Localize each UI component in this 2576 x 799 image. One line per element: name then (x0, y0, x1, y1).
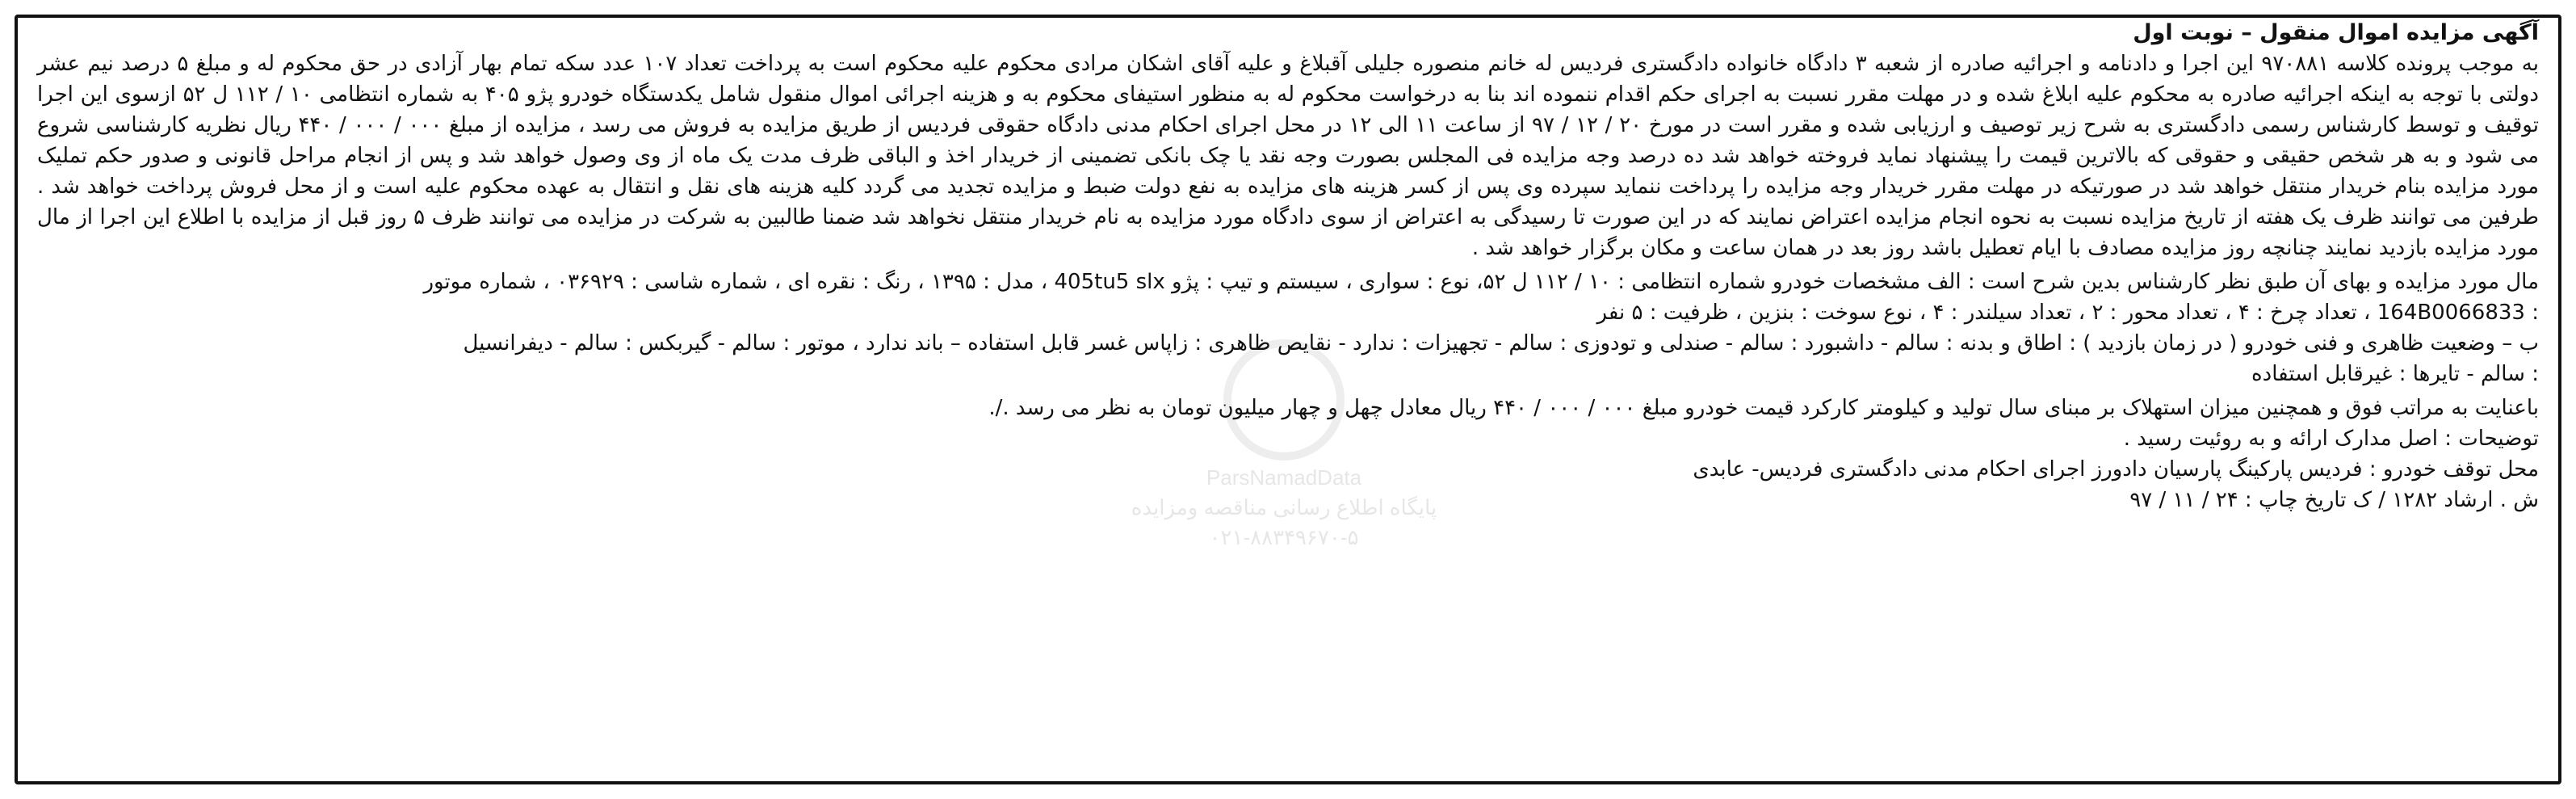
notes-text: توضیحات : اصل مدارک ارائه و به روئیت رسید . (2123, 427, 2539, 451)
watermark-brand: ParsNamadData (1206, 465, 1362, 490)
vehicle-specs-line-1: مال مورد مزایده و بهای آن طبق نظر کارشناس بدین شرح است : الف مشخصات خودرو شماره انتظامی : ۱۰ / ۱۱۲ ل ۵۲، نوع : سواری ، سیستم و تیپ : پژو 405tu5 slx ، مدل : ۱۳۹۵ ، رنگ : نقره ای ، شماره شاسی : ۰۳۶۹۲۹ ، شماره موتور (423, 270, 2539, 294)
watermark-phone: ۰۲۱-۸۸۳۴۹۶۷۰-۵ (1209, 525, 1359, 549)
footer-id-date: ش . ارشاد ۱۲۸۲ / ک تاریخ چاپ : ۲۴ / ۱۱ / ۹۷ (2129, 488, 2539, 512)
notice-content (37, 18, 2539, 515)
watermark-subtitle: پایگاه اطلاع رسانی مناقصه ومزایده (1131, 495, 1437, 519)
valuation-text: باعنایت به مراتب فوق و همچنین میزان استهلاک بر مبنای سال تولید و کیلومتر کارکرد قیمت خودرو مبلغ ۰۰۰ / ۰۰۰ / ۴۴۰ ریال معادل چهل و چهار میلیون تومان به نظر می رسد ./. (988, 396, 2539, 420)
notice-body-paragraph: به موجب پرونده کلاسه ۹۷۰۸۸۱ این اجرا و دادنامه و اجرائیه صادره از شعبه ۳ دادگاه خانواده دادگستری فردیس له خانم منصوره جلیلی آقبلاغ و علیه آقای اشکان مرادی محکوم علیه محکوم است به پرداخت تعداد ۱۰۷ عدد سکه تمام بهار آزادی در حق محکوم له و مبلغ ۵ درصد نیم عشر دولتی با توجه به اینکه اجرائیه صادره به محکوم علیه ابلاغ شده و در مهلت مقرر نسبت به اجرای حکم اقدام ننموده اند بنا به درخواست محکوم له به منظور استیفای محکوم به و هزینه اجرائی اموال منقول شامل یکدستگاه خودرو پژو ۴۰۵ به شماره انتظامی ۱۰ / ۱۱۲ ل ۵۲ ازسوی این اجرا توقیف و توسط کارشناس رسمی دادگستری به شرح زیر توصیف و ارزیابی شده و مقرر است در مورخ ۲۰ / ۱۲ / ۹۷ از ساعت ۱۱ الی ۱۲ در محل اجرای احکام مدنی دادگاه حقوقی فردیس از طریق مزایده به فروش می رسد ، مزایده از مبلغ ۰۰۰ / ۰۰۰ / ۴۴۰ ریال نظریه کارشناسی شروع می شود و به هر شخص حقیقی و حقوقی که بالاترین قیمت را پیشنهاد نماید فروخته خواهد شد ده درصد وجه مزایده فی المجلس بصورت وجه نقد یا چک بانکی تضمینی از خریدار اخذ و الباقی ظرف مدت یک ماه از وی وصول خواهد شد و پس از انجام مراحل قانونی و صدور حکم تملیک مورد مزایده بنام خریدار منتقل خواهد شد در صورتیکه در مهلت مقرر خریدار وجه مزایده را پرداخت ننماید سپرده وی پس از کسر هزینه های مزایده به نفع دولت ضبط و مزایده تجدید می گردد کلیه هزینه های نقل و انتقال به عهده محکوم علیه است و از محل فروش پرداخت خواهد شد . طرفین می توانند ظرف یک هفته از تاریخ مزایده نسبت به نحوه انجام مزایده اعتراض نمایند که در این صورت تا رسیدگی به اعتراض از سوی دادگاه مورد مزایده به نام خریدار منتقل نخواهد شد ضمنا طالبین به شرکت در مزایده می توانند ظرف ۵ روز قبل از مزایده با اطلاع این اجرا از مال مورد مزایده بازدید نمایند چنانچه روز مزایده مصادف با ایام تعطیل باشد روز بعد در همان ساعت و مکان برگزار خواهد شد . (37, 52, 2539, 260)
vehicle-condition-line-2: : سالم - تایرها : غیرقابل استفاده (2251, 362, 2539, 386)
parking-location: محل توقف خودرو : فردیس پارکینگ پارسیان دادورز اجرای احکام مدنی دادگستری فردیس- عابدی (1693, 457, 2539, 482)
vehicle-condition-line-1: ب – وضعیت ظاهری و فنی خودرو ( در زمان بازدید ) : اطاق و بدنه : سالم - داشبورد : سالم - صندلی و تودوزی : سالم - تجهیزات : ندارد - نقایص ظاهری : زاپاس غسر قابل استفاده – باند ندارد ، موتور : سالم - گیربکس : سالم - دیفرانسیل (463, 331, 2539, 355)
notice-title: آگهی مزایده اموال منقول – نوبت اول (2133, 20, 2539, 45)
vehicle-specs-line-2: : 164B0066833 ، تعداد چرخ : ۴ ، تعداد محور : ۲ ، تعداد سیلندر : ۴ ، نوع سوخت : بنزین ، ظرفیت : ۵ نفر (1596, 301, 2539, 325)
